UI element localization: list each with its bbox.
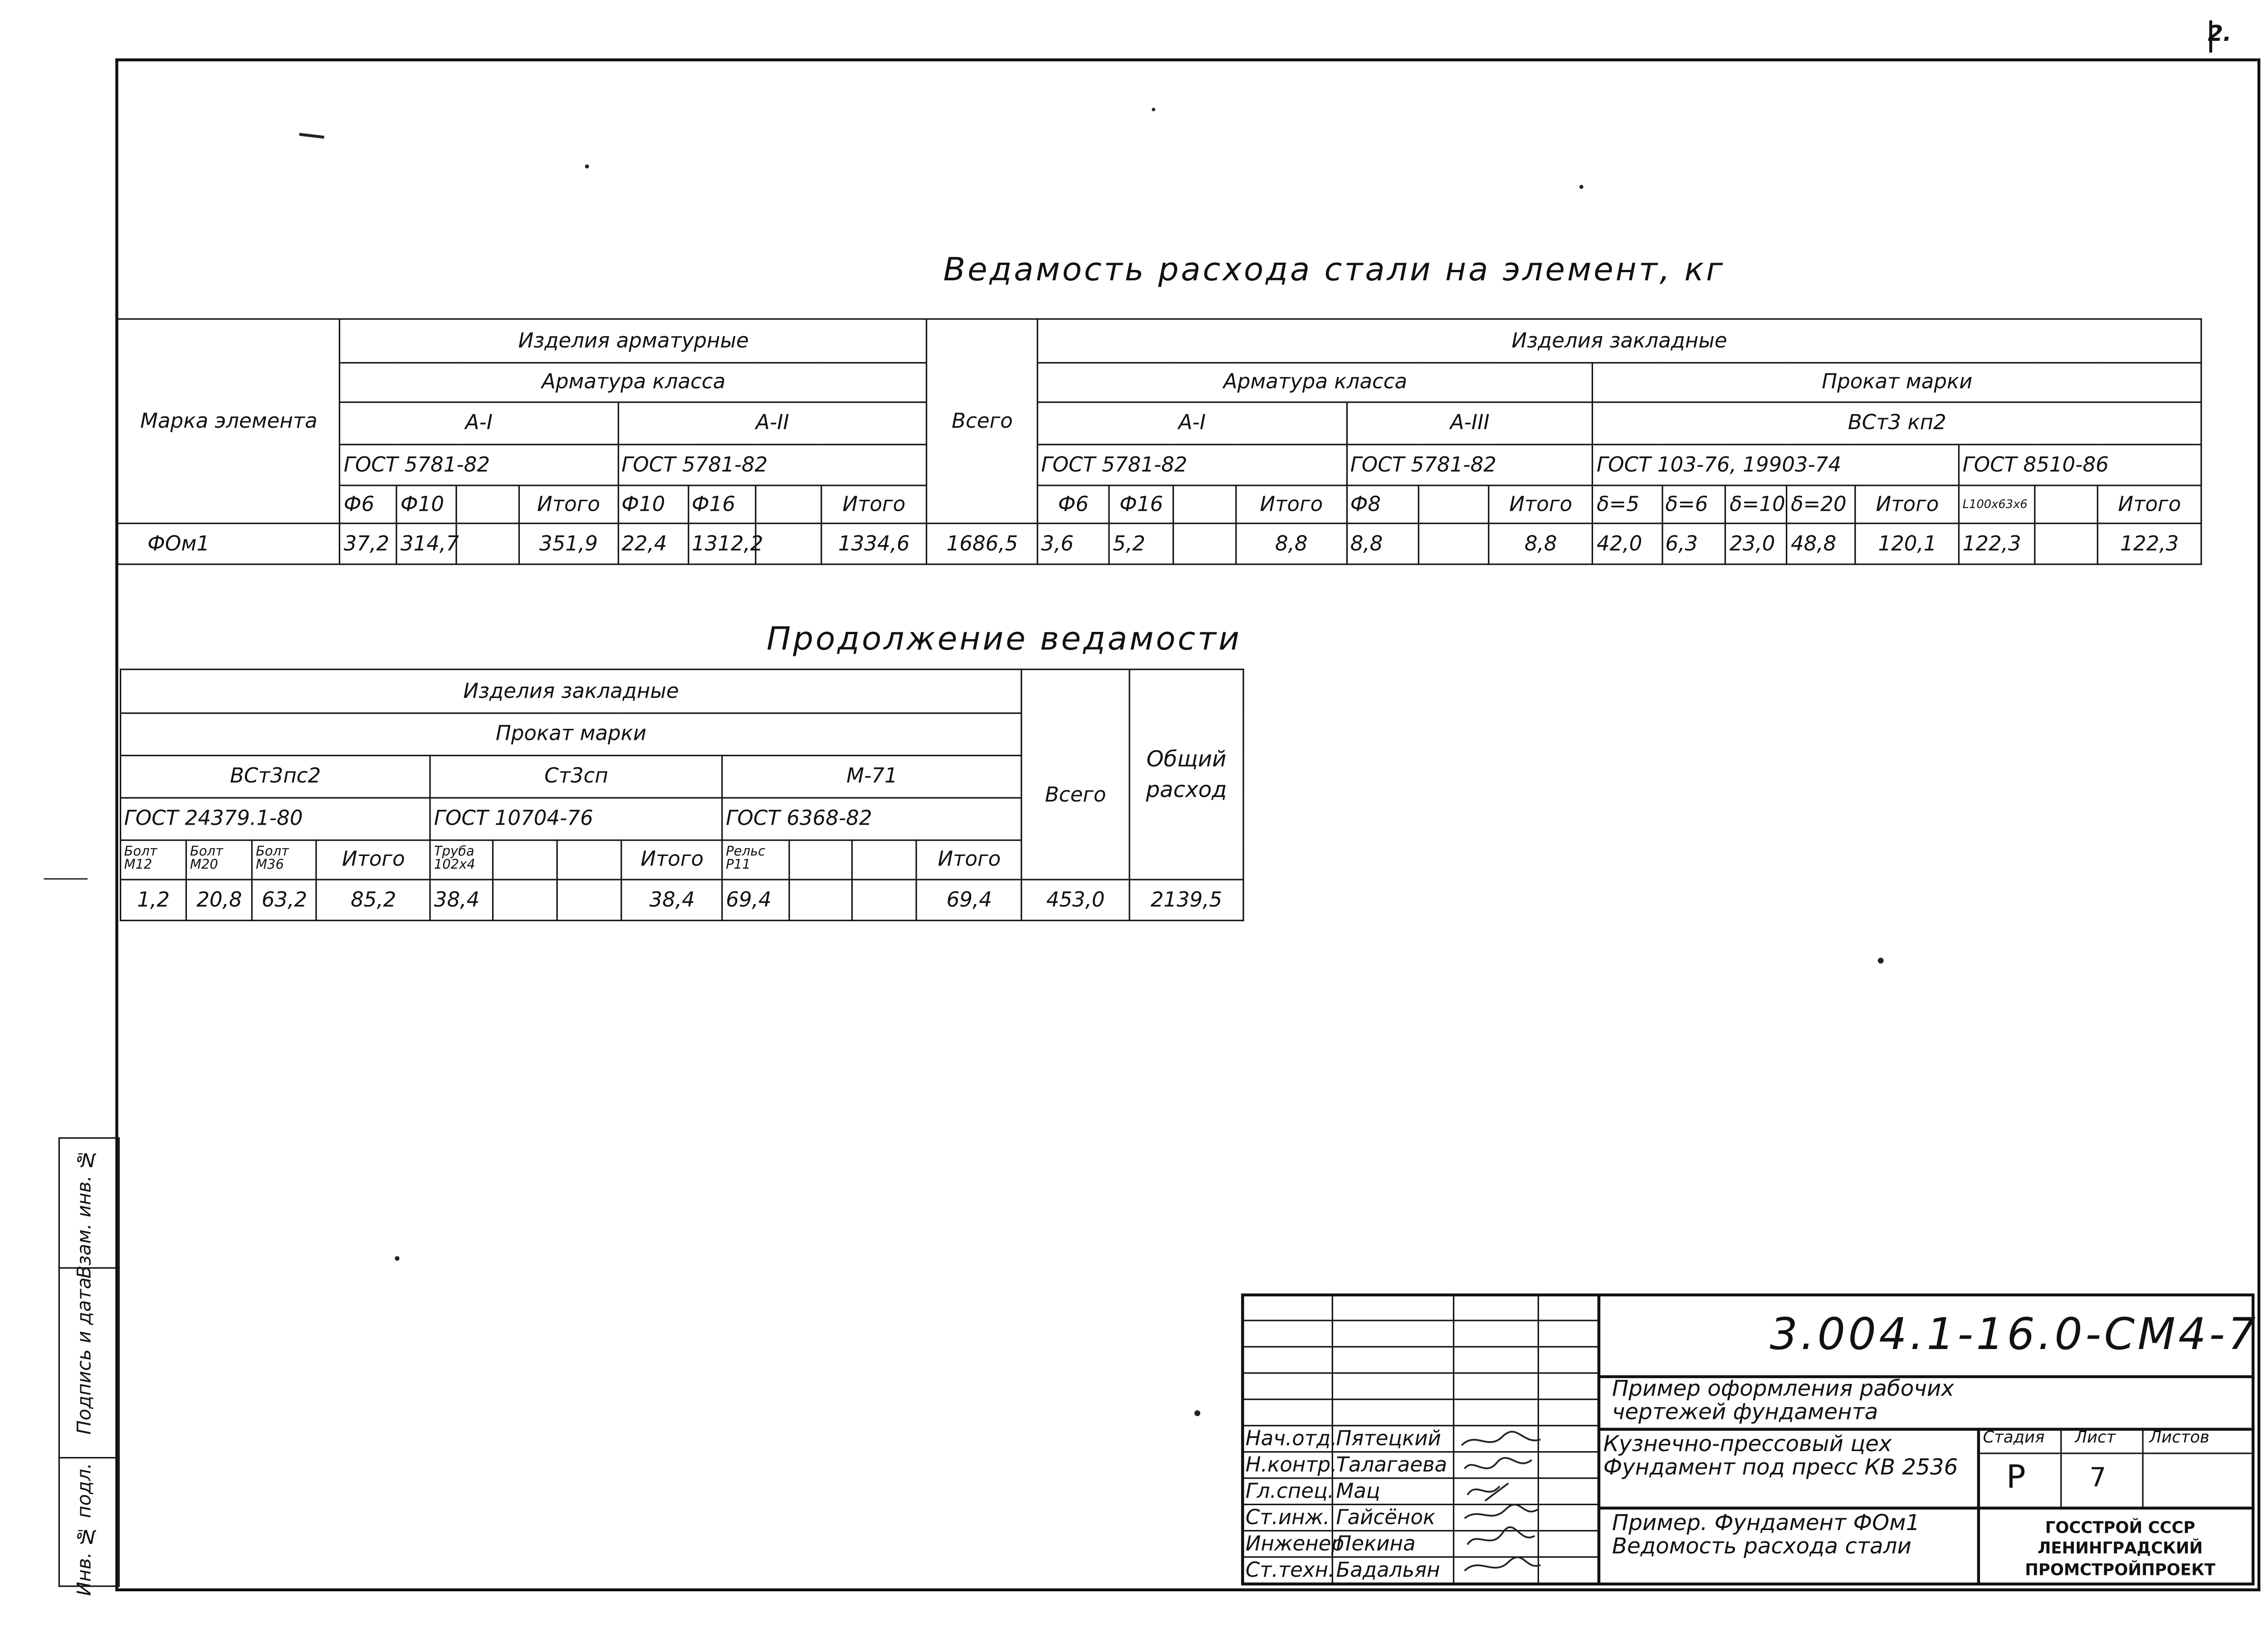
col-header: Труба 102х4 xyxy=(430,840,494,880)
header-a1-emb: А-I xyxy=(1037,402,1346,445)
col-header: Болт М12 xyxy=(121,840,186,880)
header-arm-class: Арматура класса xyxy=(340,363,927,402)
header-a3: А-III xyxy=(1347,402,1593,445)
cell: ФОм1 xyxy=(117,523,340,564)
cell: 122,3 xyxy=(1959,523,2035,564)
cont-header-emb-items: Изделия закладные xyxy=(121,670,1022,714)
cont-header-m3: М-71 xyxy=(722,756,1022,798)
cell: 351,9 xyxy=(519,523,618,564)
cell: 3,6 xyxy=(1037,523,1109,564)
cell: 6,3 xyxy=(1662,523,1726,564)
header-mark: Марка элемента xyxy=(117,319,340,523)
person-name: Мац xyxy=(1332,1478,1453,1505)
col-header: Итого xyxy=(1488,485,1593,523)
cell: 314,7 xyxy=(397,523,457,564)
col-header: Ф16 xyxy=(1109,485,1173,523)
person-name: Бадальян xyxy=(1332,1557,1453,1583)
col-header: Итого xyxy=(622,840,722,880)
project-title: Пример оформления рабочих чертежей фундамента xyxy=(1612,1375,1954,1425)
col-header: Итого xyxy=(2098,485,2201,523)
role: Н.контр. xyxy=(1242,1452,1333,1478)
sheet-label: Лист xyxy=(2075,1428,2116,1447)
cell: 69,4 xyxy=(722,880,789,920)
col-header: Рельс Р11 xyxy=(722,840,789,880)
role: Ст.техн. xyxy=(1242,1557,1333,1583)
cell: 5,2 xyxy=(1109,523,1173,564)
person-name: Талагаева xyxy=(1332,1452,1453,1478)
cont-header-total: Всего xyxy=(1022,713,1129,880)
cell: 120,1 xyxy=(1856,523,1959,564)
person-name: Пекина xyxy=(1332,1530,1453,1557)
sheet-corner-number: 2. xyxy=(2208,20,2232,47)
cell: 85,2 xyxy=(317,880,430,920)
header-arm-class-emb: Арматура класса xyxy=(1037,363,1593,402)
col-header: Болт М20 xyxy=(186,840,252,880)
stage-label: Стадия xyxy=(1983,1428,2045,1447)
cont-header-g3: ГОСТ 6368-82 xyxy=(722,798,1022,840)
col-header: Итого xyxy=(1236,485,1347,523)
cell: 1312,2 xyxy=(688,523,755,564)
col-header: δ=6 xyxy=(1662,485,1726,523)
cell: 69,4 xyxy=(917,880,1022,920)
side-label: Подпись и дата xyxy=(74,1277,97,1435)
stage-value: Р xyxy=(2006,1460,2026,1496)
header-emb-items: Изделия закладные xyxy=(1037,319,2201,363)
header-gost-4: ГОСТ 5781-82 xyxy=(1347,445,1593,485)
col-header: Ф6 xyxy=(340,485,397,523)
cell: 42,0 xyxy=(1593,523,1662,564)
person-name: Пятецкий xyxy=(1332,1426,1453,1452)
cell: 8,8 xyxy=(1488,523,1593,564)
cell: 8,8 xyxy=(1347,523,1418,564)
header-vst: ВСт3 кп2 xyxy=(1593,402,2201,445)
col-header: Ф10 xyxy=(397,485,457,523)
col-header: Итого xyxy=(1856,485,1959,523)
cell: 38,4 xyxy=(622,880,722,920)
continuation-title: Продолжение ведамости xyxy=(767,622,1242,659)
cont-header-g2: ГОСТ 10704-76 xyxy=(430,798,723,840)
col-header: Итого xyxy=(317,840,430,880)
cell: 453,0 xyxy=(1022,880,1129,920)
col-header: Ф16 xyxy=(688,485,755,523)
cont-header-rolled: Прокат марки xyxy=(121,713,1022,755)
col-header: Болт М36 xyxy=(252,840,317,880)
col-header: Итого xyxy=(917,840,1022,880)
col-header: Ф8 xyxy=(1347,485,1418,523)
header-a2: А-II xyxy=(618,402,927,445)
main-table-title: Ведамость расхода стали на элемент, кг xyxy=(943,252,1725,289)
header-total: Всего xyxy=(927,319,1038,523)
role: Ст.инж. xyxy=(1242,1505,1333,1531)
header-rolled: Прокат марки xyxy=(1593,363,2201,402)
cell: 1334,6 xyxy=(821,523,927,564)
col-header: Ф6 xyxy=(1037,485,1109,523)
cell: 1686,5 xyxy=(927,523,1038,564)
cell: 37,2 xyxy=(340,523,397,564)
cell: 2139,5 xyxy=(1129,880,1243,920)
sheet-title: Пример. Фундамент ФОм1 Ведомость расхода стали xyxy=(1612,1509,1920,1559)
side-label: Взам. инв. № xyxy=(74,1147,97,1279)
header-gost-1: ГОСТ 5781-82 xyxy=(340,445,618,485)
col-header: δ=20 xyxy=(1787,485,1856,523)
header-a1: А-I xyxy=(340,402,618,445)
col-header: δ=5 xyxy=(1593,485,1662,523)
side-label: Инв. № подл. xyxy=(74,1462,97,1596)
header-gost-3: ГОСТ 5781-82 xyxy=(1037,445,1346,485)
cell: 1,2 xyxy=(121,880,186,920)
cell: 122,3 xyxy=(2098,523,2201,564)
cell: 23,0 xyxy=(1726,523,1787,564)
cont-header-m2: Ст3сп xyxy=(430,756,723,798)
role: Нач.отд. xyxy=(1242,1426,1333,1452)
cell: 22,4 xyxy=(618,523,688,564)
sheets-label: Листов xyxy=(2149,1428,2209,1447)
cont-header-m1: ВСт3пс2 xyxy=(121,756,430,798)
cont-header-g1: ГОСТ 24379.1-80 xyxy=(121,798,430,840)
cell: 63,2 xyxy=(252,880,317,920)
sheet-value: 7 xyxy=(2089,1462,2107,1494)
cont-header-overall: Общий расход xyxy=(1129,670,1243,880)
cell: 38,4 xyxy=(430,880,494,920)
role: Инженер xyxy=(1242,1530,1333,1557)
header-gost-6: ГОСТ 8510-86 xyxy=(1959,445,2201,485)
header-gost-5: ГОСТ 103-76, 19903-74 xyxy=(1593,445,1959,485)
col-header: δ=10 xyxy=(1726,485,1787,523)
col-header: Итого xyxy=(821,485,927,523)
header-gost-2: ГОСТ 5781-82 xyxy=(618,445,927,485)
cell: 20,8 xyxy=(186,880,252,920)
col-header: L100х63х6 xyxy=(1959,485,2035,523)
role: Гл.спец. xyxy=(1242,1478,1333,1505)
header-arm-items: Изделия арматурные xyxy=(340,319,927,363)
cell: 8,8 xyxy=(1236,523,1347,564)
person-name: Гайсёнок xyxy=(1332,1505,1453,1531)
col-header: Ф10 xyxy=(618,485,688,523)
col-header: Итого xyxy=(519,485,618,523)
organization-name: ГОССТРОЙ СССР ЛЕНИНГРАДСКИЙ ПРОМСТРОЙПРОЕКТ xyxy=(2025,1518,2215,1579)
cell: 48,8 xyxy=(1787,523,1856,564)
object-title: Кузнечно-прессовый цех Фундамент под пресс КВ 2536 xyxy=(1603,1431,1958,1480)
document-code: 3.004.1-16.0-СМ4-7 xyxy=(1769,1309,2259,1361)
